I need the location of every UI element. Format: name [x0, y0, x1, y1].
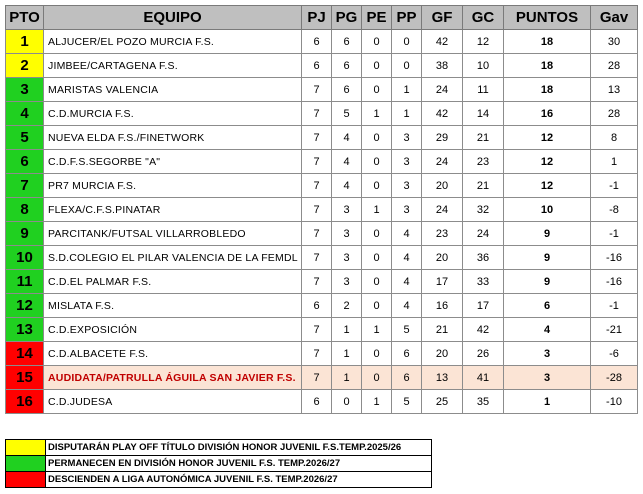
- table-row: [6, 390, 638, 414]
- played-cell: 6: [302, 54, 332, 78]
- played-cell: 7: [302, 198, 332, 222]
- position-cell: 14: [6, 342, 44, 366]
- table-row: [6, 246, 638, 270]
- drawn-cell: 0: [362, 54, 392, 78]
- goals-against-cell: 24: [463, 222, 504, 246]
- legend-row: [6, 472, 432, 488]
- goals-for-cell: 24: [422, 198, 463, 222]
- played-cell: 7: [302, 318, 332, 342]
- table-row: [6, 126, 638, 150]
- team-name: C.D.EXPOSICIÓN: [44, 318, 302, 342]
- played-cell: 7: [302, 342, 332, 366]
- drawn-cell: 0: [362, 222, 392, 246]
- goals-for-cell: 38: [422, 54, 463, 78]
- goal-difference-cell: -10: [591, 390, 638, 414]
- points-cell: 12: [504, 126, 591, 150]
- col-header-equipo: EQUIPO: [44, 6, 302, 30]
- drawn-cell: 0: [362, 246, 392, 270]
- won-cell: 3: [332, 198, 362, 222]
- points-cell: 6: [504, 294, 591, 318]
- drawn-cell: 0: [362, 342, 392, 366]
- table-row: [6, 366, 638, 390]
- goal-difference-cell: -28: [591, 366, 638, 390]
- team-name: S.D.COLEGIO EL PILAR VALENCIA DE LA FEMDL: [44, 246, 302, 270]
- points-cell: 10: [504, 198, 591, 222]
- played-cell: 7: [302, 102, 332, 126]
- goal-difference-cell: -16: [591, 270, 638, 294]
- position-cell: 7: [6, 174, 44, 198]
- table-row: [6, 294, 638, 318]
- team-name: NUEVA ELDA F.S./FINETWORK: [44, 126, 302, 150]
- lost-cell: 4: [392, 270, 422, 294]
- team-name: PR7 MURCIA F.S.: [44, 174, 302, 198]
- table-row: [6, 174, 638, 198]
- goals-against-cell: 35: [463, 390, 504, 414]
- drawn-cell: 1: [362, 198, 392, 222]
- points-cell: 3: [504, 342, 591, 366]
- col-header-pg: PG: [332, 6, 362, 30]
- goals-against-cell: 12: [463, 30, 504, 54]
- lost-cell: 6: [392, 342, 422, 366]
- lost-cell: 3: [392, 198, 422, 222]
- played-cell: 7: [302, 270, 332, 294]
- goals-against-cell: 11: [463, 78, 504, 102]
- played-cell: 7: [302, 246, 332, 270]
- team-name: C.D.ALBACETE F.S.: [44, 342, 302, 366]
- goals-against-cell: 26: [463, 342, 504, 366]
- won-cell: 4: [332, 150, 362, 174]
- position-cell: 11: [6, 270, 44, 294]
- position-cell: 15: [6, 366, 44, 390]
- goals-for-cell: 23: [422, 222, 463, 246]
- goals-against-cell: 32: [463, 198, 504, 222]
- goals-against-cell: 10: [463, 54, 504, 78]
- drawn-cell: 0: [362, 126, 392, 150]
- goals-for-cell: 20: [422, 174, 463, 198]
- lost-cell: 5: [392, 318, 422, 342]
- legend-text: DESCIENDEN A LIGA AUTONÓMICA JUVENIL F.S. TEMP.2026/27: [46, 472, 432, 488]
- position-cell: 8: [6, 198, 44, 222]
- position-cell: 12: [6, 294, 44, 318]
- goal-difference-cell: 8: [591, 126, 638, 150]
- col-header-pe: PE: [362, 6, 392, 30]
- goal-difference-cell: -16: [591, 246, 638, 270]
- won-cell: 5: [332, 102, 362, 126]
- position-cell: 1: [6, 30, 44, 54]
- points-cell: 1: [504, 390, 591, 414]
- goal-difference-cell: -21: [591, 318, 638, 342]
- goals-for-cell: 24: [422, 150, 463, 174]
- goals-for-cell: 24: [422, 78, 463, 102]
- header-row: [6, 6, 638, 30]
- lost-cell: 4: [392, 246, 422, 270]
- goal-difference-cell: -8: [591, 198, 638, 222]
- goals-for-cell: 42: [422, 102, 463, 126]
- table-row: [6, 222, 638, 246]
- team-name: C.D.JUDESA: [44, 390, 302, 414]
- legend-swatch: [6, 472, 46, 488]
- points-cell: 12: [504, 150, 591, 174]
- goals-for-cell: 42: [422, 30, 463, 54]
- played-cell: 6: [302, 390, 332, 414]
- points-cell: 9: [504, 246, 591, 270]
- goals-for-cell: 13: [422, 366, 463, 390]
- legend-table: [5, 439, 432, 488]
- goals-against-cell: 23: [463, 150, 504, 174]
- played-cell: 7: [302, 150, 332, 174]
- lost-cell: 6: [392, 366, 422, 390]
- standings-table: [5, 5, 638, 414]
- col-header-pp: PP: [392, 6, 422, 30]
- points-cell: 9: [504, 270, 591, 294]
- drawn-cell: 1: [362, 102, 392, 126]
- lost-cell: 3: [392, 150, 422, 174]
- goals-for-cell: 29: [422, 126, 463, 150]
- position-cell: 2: [6, 54, 44, 78]
- col-header-gf: GF: [422, 6, 463, 30]
- points-cell: 4: [504, 318, 591, 342]
- team-name: ALJUCER/EL POZO MURCIA F.S.: [44, 30, 302, 54]
- goal-difference-cell: 1: [591, 150, 638, 174]
- team-name: PARCITANK/FUTSAL VILLARROBLEDO: [44, 222, 302, 246]
- team-name: MARISTAS VALENCIA: [44, 78, 302, 102]
- lost-cell: 0: [392, 30, 422, 54]
- table-row: [6, 54, 638, 78]
- drawn-cell: 0: [362, 294, 392, 318]
- team-name: FLEXA/C.F.S.PINATAR: [44, 198, 302, 222]
- goals-against-cell: 21: [463, 126, 504, 150]
- points-cell: 9: [504, 222, 591, 246]
- won-cell: 4: [332, 126, 362, 150]
- played-cell: 7: [302, 174, 332, 198]
- goals-against-cell: 42: [463, 318, 504, 342]
- drawn-cell: 0: [362, 270, 392, 294]
- drawn-cell: 1: [362, 390, 392, 414]
- won-cell: 6: [332, 30, 362, 54]
- position-cell: 16: [6, 390, 44, 414]
- goals-for-cell: 21: [422, 318, 463, 342]
- col-header-puntos: PUNTOS: [504, 6, 591, 30]
- table-row: [6, 270, 638, 294]
- goals-for-cell: 20: [422, 342, 463, 366]
- col-header-gc: GC: [463, 6, 504, 30]
- won-cell: 2: [332, 294, 362, 318]
- legend-row: [6, 456, 432, 472]
- won-cell: 6: [332, 54, 362, 78]
- goals-against-cell: 21: [463, 174, 504, 198]
- position-cell: 13: [6, 318, 44, 342]
- team-name: C.D.EL PALMAR F.S.: [44, 270, 302, 294]
- goal-difference-cell: 28: [591, 54, 638, 78]
- position-cell: 9: [6, 222, 44, 246]
- won-cell: 1: [332, 318, 362, 342]
- goals-for-cell: 17: [422, 270, 463, 294]
- position-cell: 3: [6, 78, 44, 102]
- goals-for-cell: 20: [422, 246, 463, 270]
- drawn-cell: 1: [362, 318, 392, 342]
- points-cell: 12: [504, 174, 591, 198]
- lost-cell: 3: [392, 126, 422, 150]
- points-cell: 18: [504, 78, 591, 102]
- drawn-cell: 0: [362, 366, 392, 390]
- lost-cell: 3: [392, 174, 422, 198]
- table-row: [6, 150, 638, 174]
- goals-against-cell: 36: [463, 246, 504, 270]
- goal-difference-cell: -1: [591, 294, 638, 318]
- legend-swatch: [6, 440, 46, 456]
- drawn-cell: 0: [362, 78, 392, 102]
- won-cell: 4: [332, 174, 362, 198]
- goals-for-cell: 25: [422, 390, 463, 414]
- lost-cell: 1: [392, 78, 422, 102]
- lost-cell: 0: [392, 54, 422, 78]
- lost-cell: 4: [392, 222, 422, 246]
- team-name: C.D.F.S.SEGORBE "A": [44, 150, 302, 174]
- goal-difference-cell: 13: [591, 78, 638, 102]
- goals-against-cell: 17: [463, 294, 504, 318]
- position-cell: 5: [6, 126, 44, 150]
- goals-against-cell: 33: [463, 270, 504, 294]
- won-cell: 3: [332, 270, 362, 294]
- points-cell: 18: [504, 54, 591, 78]
- table-row: [6, 102, 638, 126]
- goal-difference-cell: -1: [591, 174, 638, 198]
- goals-against-cell: 41: [463, 366, 504, 390]
- table-row: [6, 30, 638, 54]
- points-cell: 3: [504, 366, 591, 390]
- lost-cell: 5: [392, 390, 422, 414]
- won-cell: 1: [332, 366, 362, 390]
- goal-difference-cell: 30: [591, 30, 638, 54]
- won-cell: 1: [332, 342, 362, 366]
- played-cell: 7: [302, 126, 332, 150]
- team-name: MISLATA F.S.: [44, 294, 302, 318]
- position-cell: 10: [6, 246, 44, 270]
- goal-difference-cell: -6: [591, 342, 638, 366]
- drawn-cell: 0: [362, 30, 392, 54]
- legend-swatch: [6, 456, 46, 472]
- points-cell: 16: [504, 102, 591, 126]
- drawn-cell: 0: [362, 174, 392, 198]
- won-cell: 6: [332, 78, 362, 102]
- team-name: JIMBEE/CARTAGENA F.S.: [44, 54, 302, 78]
- legend-text: DISPUTARÁN PLAY OFF TÍTULO DIVISIÓN HONOR JUVENIL F.S.TEMP.2025/26: [46, 440, 432, 456]
- table-row: [6, 198, 638, 222]
- table-row: [6, 318, 638, 342]
- won-cell: 3: [332, 222, 362, 246]
- table-row: [6, 342, 638, 366]
- col-header-pj: PJ: [302, 6, 332, 30]
- played-cell: 7: [302, 366, 332, 390]
- goal-difference-cell: 28: [591, 102, 638, 126]
- legend-text: PERMANECEN EN DIVISIÓN HONOR JUVENIL F.S. TEMP.2026/27: [46, 456, 432, 472]
- lost-cell: 4: [392, 294, 422, 318]
- team-name: AUDIDATA/PATRULLA ÁGUILA SAN JAVIER F.S.: [44, 366, 302, 390]
- won-cell: 3: [332, 246, 362, 270]
- lost-cell: 1: [392, 102, 422, 126]
- goals-against-cell: 14: [463, 102, 504, 126]
- legend-row: [6, 440, 432, 456]
- played-cell: 6: [302, 30, 332, 54]
- col-header-gav: Gav: [591, 6, 638, 30]
- col-header-pto: PTO: [6, 6, 44, 30]
- played-cell: 7: [302, 78, 332, 102]
- goal-difference-cell: -1: [591, 222, 638, 246]
- goals-for-cell: 16: [422, 294, 463, 318]
- played-cell: 7: [302, 222, 332, 246]
- position-cell: 6: [6, 150, 44, 174]
- drawn-cell: 0: [362, 150, 392, 174]
- team-name: C.D.MURCIA F.S.: [44, 102, 302, 126]
- table-row: [6, 78, 638, 102]
- position-cell: 4: [6, 102, 44, 126]
- points-cell: 18: [504, 30, 591, 54]
- won-cell: 0: [332, 390, 362, 414]
- played-cell: 6: [302, 294, 332, 318]
